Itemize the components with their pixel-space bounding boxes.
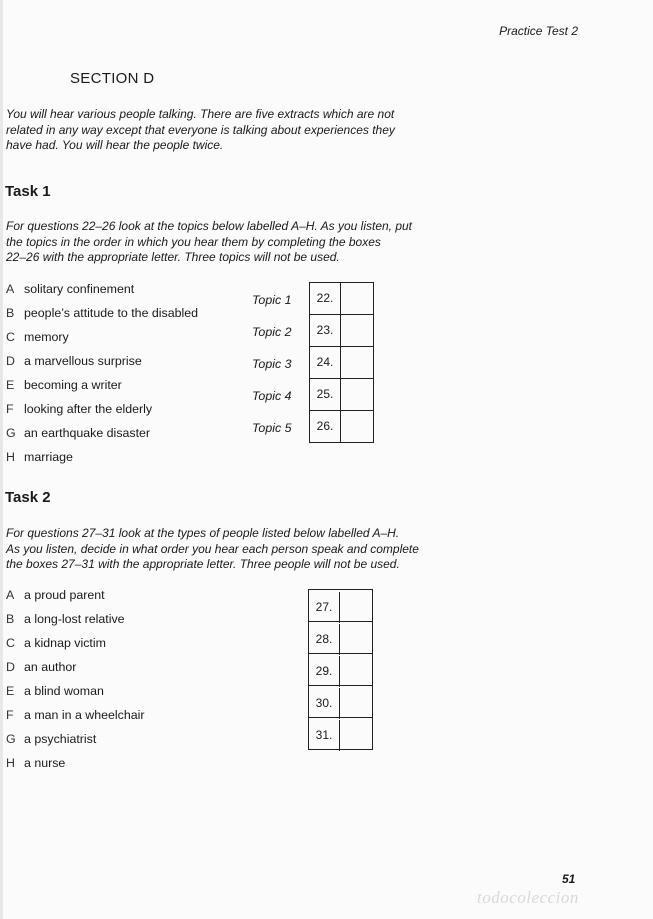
option-text: an earthquake disaster	[24, 426, 151, 440]
option-letter: H	[6, 756, 15, 770]
instruction-line: 22–26 with the appropriate letter. Three topics will not be used.	[6, 250, 340, 264]
instruction-line: For questions 27–31 look at the types of people listed below labelled A–H.	[6, 526, 400, 540]
list-item	[6, 708, 145, 722]
intro-paragraph	[6, 107, 395, 154]
task2-answer-grid	[308, 589, 373, 750]
instruction-line: the topics in the order in which you hear them by completing the boxes	[6, 234, 381, 249]
topic-label: Topic 5	[252, 421, 292, 435]
option-text: a kidnap victim	[24, 636, 106, 650]
option-text: memory	[24, 330, 69, 344]
option-letter: G	[6, 426, 16, 440]
option-text: people’s attitude to the disabled	[24, 306, 199, 320]
instruction-line: As you listen, decide in what order you hear each person speak and complete	[6, 541, 419, 556]
running-header: Practice Test 2	[499, 24, 578, 38]
box-number: 22.	[310, 283, 341, 314]
option-text: a long-lost relative	[24, 612, 125, 626]
option-text: a man in a wheelchair	[24, 708, 145, 722]
task2-instructions	[6, 526, 419, 573]
task1-answer-grid	[309, 282, 374, 443]
option-letter: A	[6, 282, 15, 296]
instruction-line: the boxes 27–31 with the appropriate letter. Three people will not be used.	[6, 557, 400, 571]
option-letter: E	[6, 684, 15, 698]
answer-box-22[interactable]	[310, 283, 373, 314]
option-letter: D	[6, 354, 15, 368]
intro-line: related in any way except that everyone is talking about experiences they	[6, 122, 395, 137]
answer-box-31[interactable]	[309, 717, 372, 749]
topic-label: Topic 4	[252, 389, 292, 403]
option-letter: C	[6, 636, 15, 650]
topic-label: Topic 3	[252, 357, 292, 371]
section-title: SECTION D	[70, 70, 155, 87]
intro-line: have had. You will hear the people twice.	[6, 138, 224, 152]
task2-title: Task 2	[5, 489, 51, 506]
list-item	[6, 684, 104, 698]
box-number: 23.	[310, 315, 341, 346]
option-letter: F	[6, 708, 14, 722]
option-text: a proud parent	[24, 588, 105, 602]
option-text: looking after the elderly	[24, 402, 153, 416]
box-number: 30.	[309, 688, 340, 719]
topic-label: Topic 1	[252, 293, 292, 307]
option-letter: F	[6, 402, 14, 416]
box-number: 27.	[309, 592, 340, 623]
list-item	[6, 354, 142, 368]
option-text: an author	[24, 660, 77, 674]
list-item	[6, 588, 105, 602]
option-letter: B	[6, 612, 15, 626]
list-item	[6, 402, 152, 416]
box-number: 25.	[310, 379, 341, 410]
option-text: a blind woman	[24, 684, 104, 698]
box-number: 24.	[310, 347, 341, 378]
list-item	[6, 756, 65, 770]
list-item	[6, 660, 76, 674]
box-number: 29.	[309, 656, 340, 687]
list-item	[6, 450, 73, 464]
option-text: becoming a writer	[24, 378, 122, 392]
option-letter: E	[6, 378, 15, 392]
option-text: a nurse	[24, 756, 66, 770]
option-letter: H	[6, 450, 15, 464]
task1-instructions	[6, 219, 412, 266]
box-number: 26.	[310, 411, 341, 442]
option-text: a psychiatrist	[24, 732, 97, 746]
option-letter: D	[6, 660, 15, 674]
answer-box-23[interactable]	[310, 314, 373, 346]
list-item	[6, 282, 134, 296]
page-left-edge	[0, 0, 3, 919]
list-item	[6, 378, 122, 392]
list-item	[6, 306, 198, 320]
option-letter: B	[6, 306, 15, 320]
option-letter: A	[6, 588, 15, 602]
page-number: 51	[562, 872, 576, 886]
list-item	[6, 732, 96, 746]
answer-box-27[interactable]	[309, 590, 372, 621]
answer-box-28[interactable]	[309, 621, 372, 653]
topic-label: Topic 2	[252, 325, 292, 339]
answer-box-24[interactable]	[310, 346, 373, 378]
list-item	[6, 612, 125, 626]
intro-line: You will hear various people talking. There are five extracts which are not	[6, 107, 395, 121]
answer-box-29[interactable]	[309, 653, 372, 685]
answer-box-25[interactable]	[310, 378, 373, 410]
list-item	[6, 426, 150, 440]
option-text: a marvellous surprise	[24, 354, 142, 368]
instruction-line: For questions 22–26 look at the topics below labelled A–H. As you listen, put	[6, 219, 413, 233]
option-text: marriage	[24, 450, 73, 464]
answer-box-26[interactable]	[310, 410, 373, 442]
box-number: 31.	[309, 720, 340, 751]
option-letter: C	[6, 330, 15, 344]
task1-title: Task 1	[5, 183, 51, 200]
option-text: solitary confinement	[24, 282, 135, 296]
list-item	[6, 330, 69, 344]
box-number: 28.	[309, 624, 340, 655]
list-item	[6, 636, 106, 650]
option-letter: G	[6, 732, 16, 746]
watermark: todocoleccion	[477, 888, 579, 907]
answer-box-30[interactable]	[309, 685, 372, 717]
